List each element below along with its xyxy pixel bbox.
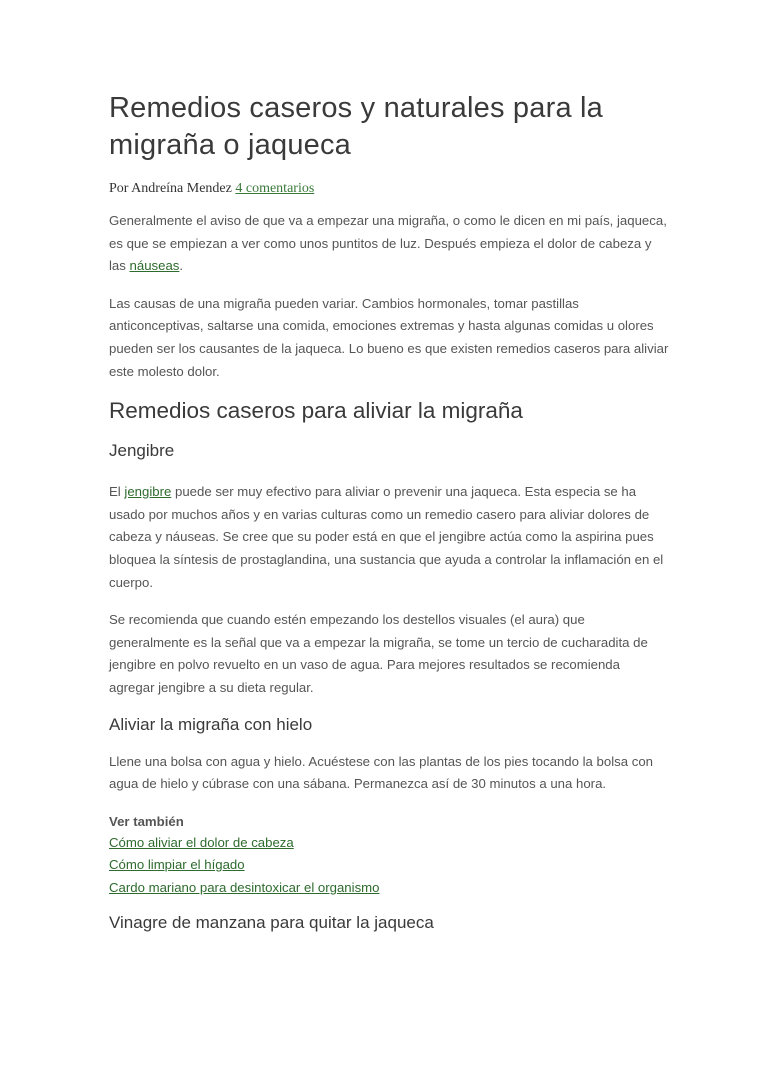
- intro-paragraph-1: [109, 210, 669, 278]
- related-link-limpiar-higado[interactable]: Cómo limpiar el hígado: [109, 857, 245, 873]
- intro-paragraph-1-text-a: Generalmente el aviso de que va a empezar una migraña, o como le dicen en mi país, jaqueca, es que se empiezan a ver como unos puntitos de luz. Después empieza el dolor de cabeza y las: [109, 213, 667, 274]
- intro-paragraph-2: Las causas de una migraña pueden variar. Cambios hormonales, tomar pastillas anticonceptivas, saltarse una comida, emociones extremas y hasta algunas comidas u olores pueden ser los causantes de la jaqueca. Lo bueno es que existen remedios caseros para aliviar este molesto dolor.: [109, 295, 669, 379]
- ver-tambien-title: Ver también: [109, 813, 184, 829]
- intro-paragraph-1-text-b: .: [179, 258, 184, 274]
- vinagre-heading: Vinagre de manzana para quitar la jaqueca: [109, 913, 434, 933]
- jengibre-paragraph-1: [109, 481, 669, 594]
- comments-link[interactable]: 4 comentarios: [235, 181, 315, 196]
- jengibre-link[interactable]: jengibre: [124, 484, 172, 500]
- ver-tambien: [109, 812, 669, 900]
- byline: [109, 180, 669, 198]
- jengibre-paragraph-1-text-a: El: [109, 484, 125, 500]
- nauseas-link[interactable]: náuseas: [129, 258, 180, 274]
- section-heading: Remedios caseros para aliviar la migraña: [109, 398, 523, 424]
- jengibre-paragraph-2: Se recomienda que cuando estén empezando los destellos visuales (el aura) que generalmente es la señal que va a empezar la migraña, se tome un tercio de cucharadita de jengibre en polvo revuelto en un vaso de agua. Para mejores resultados se recomienda agregar jengibre a su dieta regular.: [109, 612, 648, 695]
- author-name: Por Andreína Mendez: [109, 181, 232, 196]
- jengibre-heading: Jengibre: [109, 441, 175, 461]
- hielo-heading: Aliviar la migraña con hielo: [109, 714, 313, 734]
- related-link-dolor-cabeza[interactable]: Cómo aliviar el dolor de cabeza: [109, 834, 294, 850]
- related-link-cardo-mariano[interactable]: Cardo mariano para desintoxicar el organismo: [109, 879, 380, 895]
- article-title: Remedios caseros y naturales para la migraña o jaqueca: [109, 92, 603, 161]
- jengibre-paragraph-1-text-b: puede ser muy efectivo para aliviar o prevenir una jaqueca. Esta especia se ha usado por muchos años y en varias culturas como un remedio casero para aliviar dolores de cabeza y náuseas. Se cree que su poder está en que el jengibre actúa como la aspirina pues bloquea la síntesis de prostaglandina, una sustancia que ayuda a controlar la inflamación en el cuerpo.: [109, 484, 664, 590]
- hielo-paragraph: Llene una bolsa con agua y hielo. Acuéstese con las plantas de los pies tocando la bolsa con agua de hielo y cúbrase con una sábana. Permanezca así de 30 minutos a una hora.: [109, 753, 653, 792]
- article: [109, 90, 669, 934]
